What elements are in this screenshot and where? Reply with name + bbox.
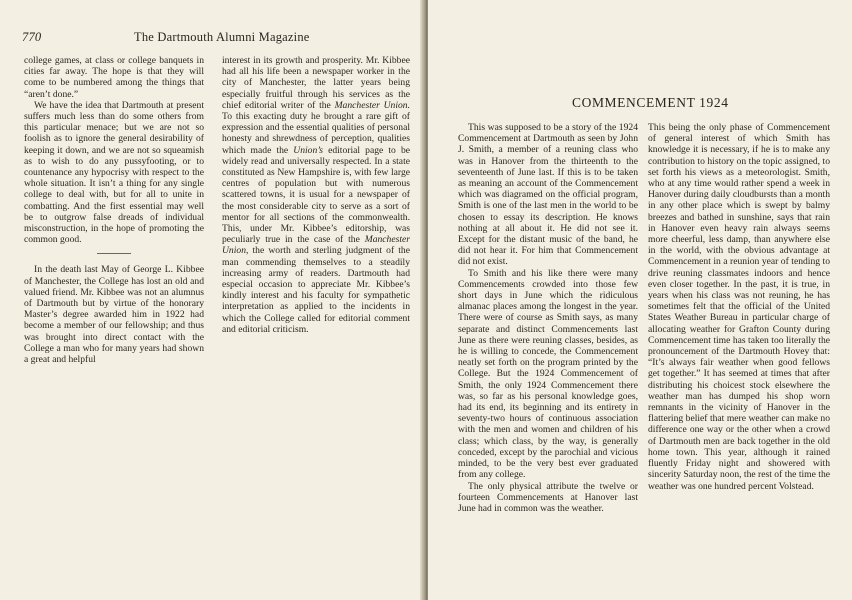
text-run: To this exacting duty he brought a rare gift of expression and the essential qualities of personal honesty and shrewdness of perception, qualities which made the [222, 111, 410, 156]
text-run: editorial page to be widely read and universally respected. In a state constituted as New Hampshire is, with few large centres of population but with numerous scattered towns, it is usual for a newspaper of the most considerable city to serve as a sort of mentor for all sections of the commonwealth. This, under Mr. Kibbee’s editorship, was peculiarly true in the case of the [222, 144, 410, 246]
left-column-1 [24, 55, 204, 365]
left-column-2 [222, 55, 410, 335]
left-page [0, 0, 424, 600]
newspaper-name: Manchester Union. [334, 99, 410, 111]
section-divider [97, 253, 131, 254]
paragraph: We have the idea that Dartmouth at present suffers much less than do some others from this particular menace; but we are not so foolish as to ignore the general desirability of keeping it down, and we are not so squeamish as to wish to do any pussyfooting, or to countenance any hypocrisy with respect to the whole situation. It isn’t a thing for any single college to deal with, but for all to unite in combatting. And the first essential may well be to outgrow false dreads of individual misconstruction, in the hope of promoting the common good. [24, 99, 204, 246]
newspaper-name: Manchester Union, [222, 234, 410, 257]
paragraph: To Smith and his like there were many Commencements crowded into those few short days in June which the ridiculous almanac places among the longest in the year. There were of course as Smith says, as many separate and distinct Commencements last June as there were reuning classes, besides, as he is willing to concede, the Commencement neatly set forth on the program printed by the College. But the 1924 Commencement of Smith, the only 1924 Commencement there was, so far as his personal knowledge goes, had its end, its beginning and its entirety in seventy-two hours of continuous association with the men and women and children of his class; which class, by the way, is generally conceded, except by the parochial and vicious minded, to be the very best ever graduated from any college. [458, 267, 638, 481]
paragraph: In the death last May of George L. Kibbee of Manchester, the College has lost an old and valued friend. Mr. Kibbee was not an alumnus of Dartmouth but by virtue of the honorary Master’s degree awarded him in 1922 had become a member of our fellowship; and thus was brought into direct contact with the College a man who for many years had shown a great and helpful [24, 264, 204, 366]
paragraph [222, 55, 410, 335]
article-title: COMMENCEMENT 1924 [572, 95, 729, 110]
text-run: the worth and sterling judgment of the man commending themselves to a steadily increasing army of readers. Dartmouth had especial occasion to appreciate Mr. Kibbee’s kindly interest and his faculty for sympathetic interpretation as applied to the incidents in which the College called for editorial comment and editorial criticism. [222, 245, 410, 335]
right-column-2 [648, 122, 830, 492]
text-run: interest in its growth and prosperity. Mr. Kibbee had all his life been a newspaper worker in the city of Manchester, the latter years being especially fruitful through his services as the chief editorial writer of the [222, 55, 410, 111]
paragraph: The only physical attribute the twelve or fourteen Commencements at Hanover last June had in common was the weather. [458, 480, 638, 514]
newspaper-name: Union’s [293, 144, 323, 156]
paragraph: This being the only phase of Commencement of general interest of which Smith has knowledge it is necessary, if he is to make any contribution to history on the topic assigned, to set forth his views as a meteorologist. Smith, who at any time would rather spend a week in Hanover during daily cloudbursts than a month in any other place which is swept by balmy breezes and bathed in sunshine, says that rain in Hanover even heavy rain always seems more cheerful, less damp, than anywhere else in the world, with the obvious advantage at Commencement in a reunion year of tending to drive reuning classmates indoors and hence even closer together. In the past, it is true, in years when his class was not reuning, he has sometimes felt that the official of the United States Weather Bureau in particular charge of allocating weather for Grafton County during Commencement time has taken too literally the pronouncement of the Dartmouth Hovey that: “It’s always fair weather when good fellows get together.” It has seemed at times that after distributing his choicest stock elsewhere the weather man has dumped his shop worn remnants in the vicinity of Hanover in the flattering belief that mere weather can make no difference one way or the other when a crowd of Dartmouth men are back together in the old home town. This year, although it rained fluently Friday night and showered with sincerity Saturday noon, the rest of the time the weather was one hundred percent Volstead. [648, 122, 830, 492]
paragraph: college games, at class or college banquets in cities far away. The hope is that they will come to be numbered among the things that “aren’t done.” [24, 55, 204, 100]
right-column-1 [458, 122, 638, 514]
paragraph: This was supposed to be a story of the 1924 Commencement at Dartmouth as seen by John J. Smith, a member of a reuning class who was in Hanover from the thirteenth to the seventeenth of June last. If this is to be taken as meaning an account of the Commencement which was diagramed on the official program, Smith is one of the last men in the world to be chosen to essay its description. He knows nothing at all about it. He did not see it. Except for the distant music of the band, he did not hear it. For him that Commencement did not exist. [458, 122, 638, 268]
magazine-title: The Dartmouth Alumni Magazine [134, 30, 310, 44]
page-number: 770 [22, 30, 42, 44]
